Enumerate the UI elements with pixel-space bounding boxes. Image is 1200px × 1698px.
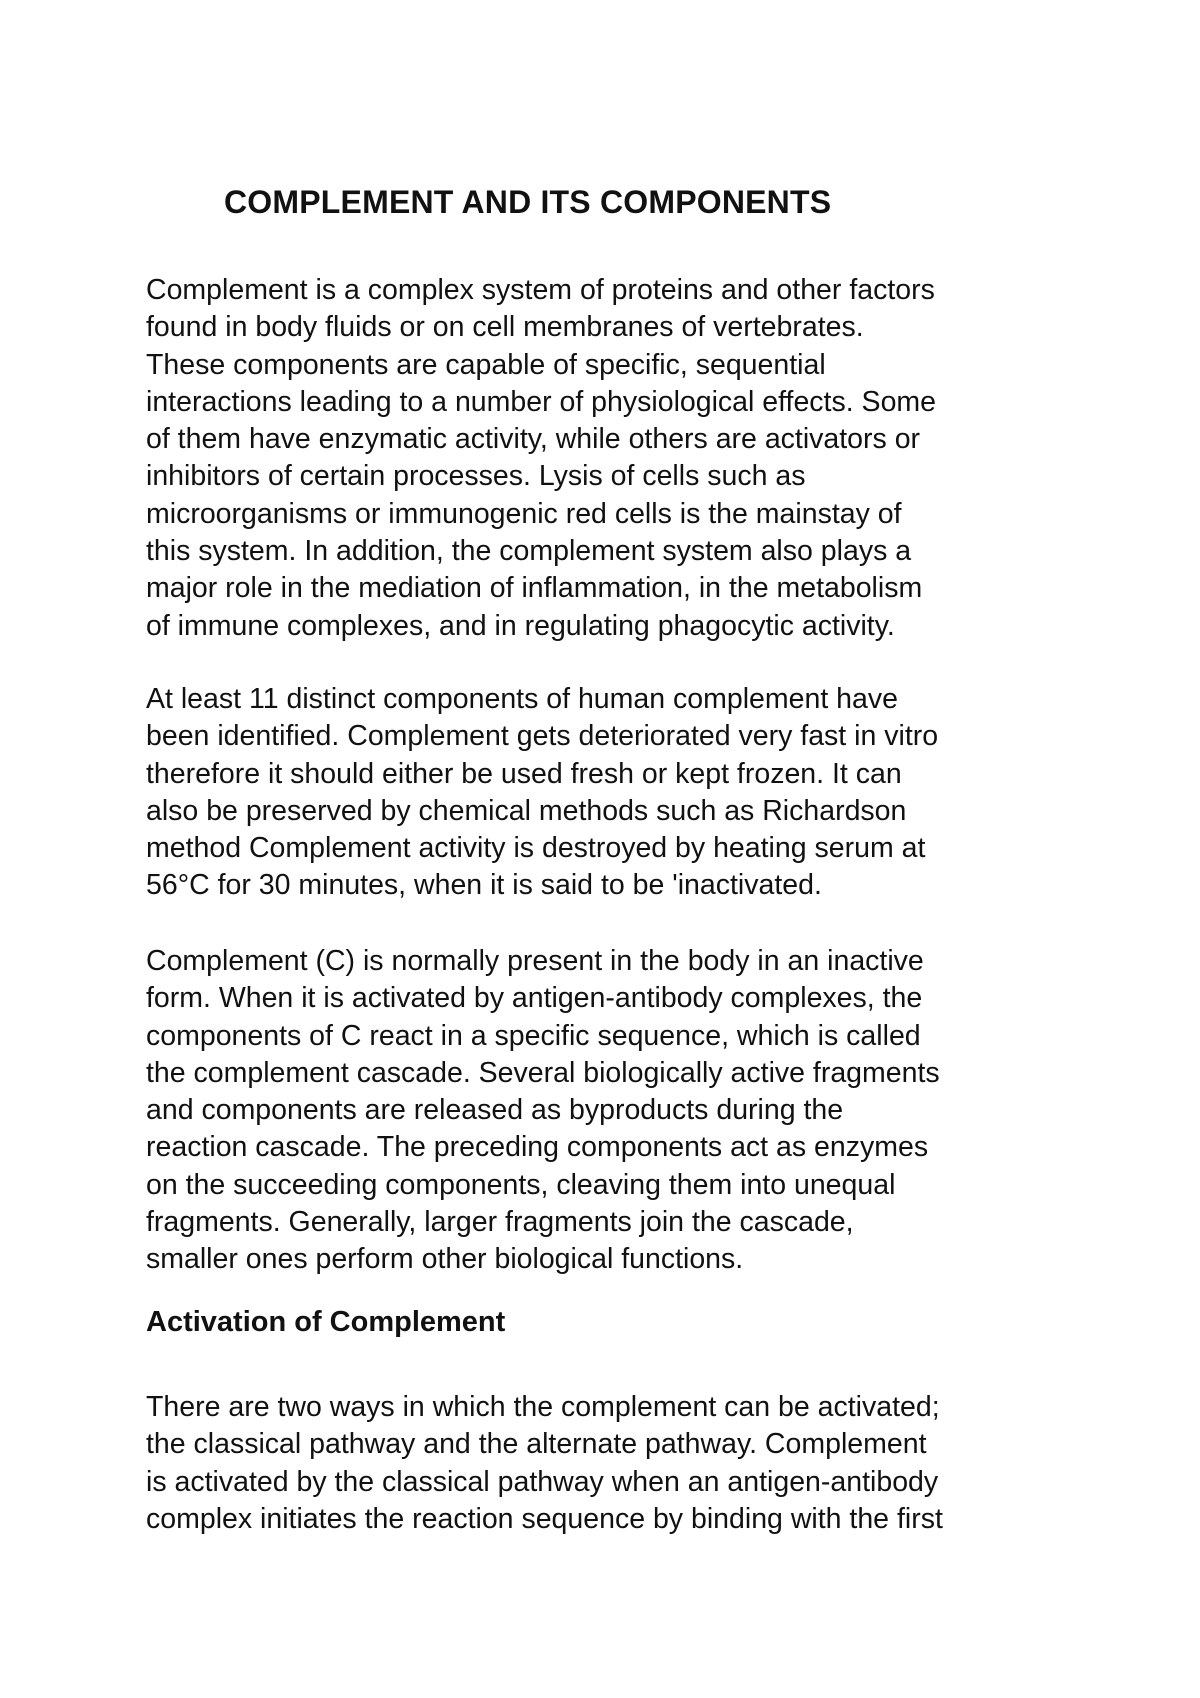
text-line: and components are released as byproducts during the <box>146 1094 844 1127</box>
paragraph-components-identified <box>146 681 938 905</box>
text-line: microorganisms or immunogenic red cells is the mainstay of <box>146 497 902 530</box>
text-line: been identified. Complement gets deteriorated very fast in vitro <box>146 720 939 753</box>
text-line: At least 11 distinct components of human complement have <box>146 683 898 715</box>
text-line: Complement is a complex system of proteins and other factors <box>146 274 935 306</box>
text-line: the complement cascade. Several biologically active fragments <box>146 1056 940 1089</box>
text-line: fragments. Generally, larger fragments join the cascade, <box>146 1206 854 1239</box>
text-line: inhibitors of certain processes. Lysis of cells such as <box>146 460 806 493</box>
text-line: this system. In addition, the complement system also plays a <box>146 535 912 568</box>
paragraph-activation-pathways <box>146 1389 943 1538</box>
document-title: COMPLEMENT AND ITS COMPONENTS <box>224 184 832 220</box>
text-line: of them have enzymatic activity, while others are activators or <box>146 423 921 456</box>
text-line: Complement (C) is normally present in the body in an inactive <box>146 945 924 977</box>
text-line: These components are capable of specific, sequential <box>146 348 826 381</box>
text-line: components of C react in a specific sequence, which is called <box>146 1019 921 1052</box>
text-line: interactions leading to a number of physiological effects. Some <box>146 385 937 418</box>
text-line: the classical pathway and the alternate pathway. Complement <box>146 1428 927 1461</box>
text-line: reaction cascade. The preceding components act as enzymes <box>146 1131 929 1164</box>
text-line: 56°C for 30 minutes, when it is said to be 'inactivated. <box>146 869 822 902</box>
text-line: form. When it is activated by antigen-antibody complexes, the <box>146 982 923 1015</box>
text-line: also be preserved by chemical methods such as Richardson <box>146 794 907 827</box>
section-heading: Activation of Complement <box>146 1306 506 1338</box>
paragraph-complement-cascade <box>146 943 940 1279</box>
text-line: smaller ones perform other biological functions. <box>146 1243 744 1276</box>
text-line: complex initiates the reaction sequence by binding with the first <box>146 1502 943 1535</box>
text-line: found in body fluids or on cell membranes of vertebrates. <box>146 311 864 344</box>
text-line: major role in the mediation of inflammation, in the metabolism <box>146 572 923 605</box>
paragraph-complement-definition <box>146 272 936 645</box>
text-line: is activated by the classical pathway when an antigen-antibody <box>146 1465 939 1498</box>
text-line: There are two ways in which the complement can be activated; <box>146 1391 940 1423</box>
text-line: therefore it should either be used fresh or kept frozen. It can <box>146 757 902 790</box>
text-line: of immune complexes, and in regulating phagocytic activity. <box>146 609 895 642</box>
text-line: on the succeeding components, cleaving them into unequal <box>146 1168 896 1201</box>
text-line: method Complement activity is destroyed by heating serum at <box>146 832 926 865</box>
